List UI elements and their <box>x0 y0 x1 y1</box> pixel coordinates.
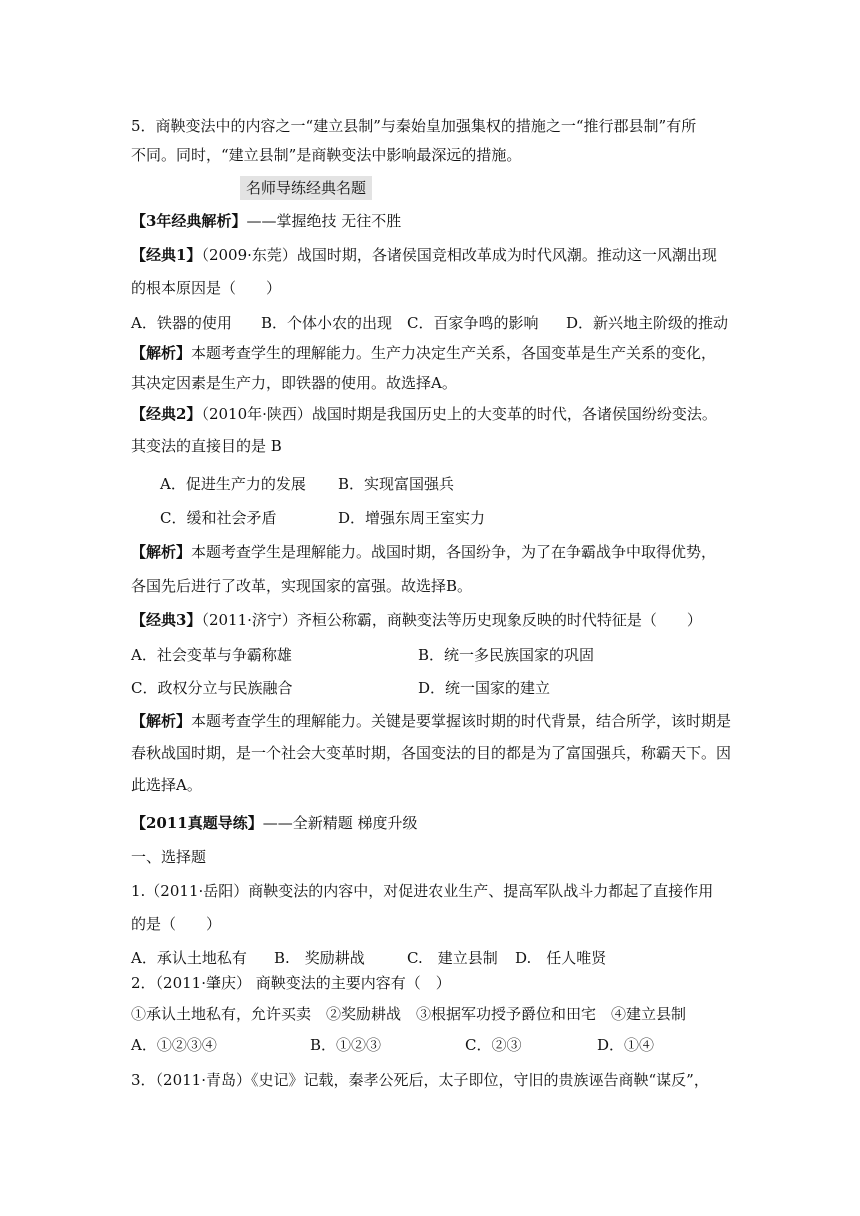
q1-line-1: 1.（2011·岳阳）商鞅变法的内容中，对促进农业生产、提高军队战斗力都起了直接作用 <box>131 882 714 900</box>
classic1-exp-line-1 <box>131 343 716 363</box>
classic3-line-1 <box>131 610 702 630</box>
classic3-exp-tag: 【解析】 <box>131 712 192 730</box>
classic3-option-b: B．统一多民族国家的巩固 <box>418 646 595 664</box>
classic2-exp-text-1: 本题考查学生是理解能力。战国时期，各国纷争，为了在争霸战争中取得优势， <box>191 543 717 561</box>
classic1-tag: 【经典1】 <box>131 246 202 264</box>
classic1-exp-line-2: 其决定因素是生产力，即铁器的使用。故选择A。 <box>131 374 457 392</box>
classic1-option-a: A．铁器的使用 <box>131 314 232 332</box>
classic2-option-a: A．促进生产力的发展 <box>160 475 306 493</box>
p5-line-1: 5．商鞅变法中的内容之一“建立县制”与秦始皇加强集权的措施之一“推行郡县制”有所 <box>131 117 697 135</box>
analysis-heading-rest: ——掌握绝技 无往不胜 <box>246 212 402 230</box>
classic3-exp-line-1 <box>131 711 731 731</box>
q1-option-c: C. 建立县制 <box>407 949 498 967</box>
classic2-option-d: D．增强东周王室实力 <box>338 509 486 527</box>
classic2-tag: 【经典2】 <box>131 405 202 423</box>
section-choice-heading: 一、选择题 <box>131 848 207 866</box>
classic1-option-c: C．百家争鸣的影响 <box>407 314 539 332</box>
q2-option-a: A．①②③④ <box>131 1036 217 1054</box>
classic2-exp-tag: 【解析】 <box>131 543 192 561</box>
q1-option-a: A．承认土地私有 <box>131 949 247 967</box>
classic2-option-c: C．缓和社会矛盾 <box>160 509 277 527</box>
classic3-exp-line-3: 此选择A。 <box>131 776 202 794</box>
classic2-exp-line-1 <box>131 542 716 562</box>
section-heading: 名师导练经典名题 <box>240 176 372 200</box>
q2-items: ①承认土地私有，允许买卖 ②奖励耕战 ③根据军功授予爵位和田宅 ④建立县制 <box>131 1005 687 1023</box>
classic2-line-2: 其变法的直接目的是 B <box>131 437 282 455</box>
classic1-exp-tag: 【解析】 <box>131 344 192 362</box>
p5-line-2: 不同。同时，“建立县制”是商鞅变法中影响最深远的措施。 <box>131 146 522 164</box>
classic2-exp-line-2: 各国先后进行了改革，实现国家的富强。故选择B。 <box>131 577 473 595</box>
q2-option-d: D．①④ <box>597 1036 655 1054</box>
q3-line-1: 3．（2011·青岛）《史记》记载，秦孝公死后，太子即位，守旧的贵族诬告商鞅“谋反”， <box>131 1071 709 1089</box>
classic1-line-1 <box>131 245 717 265</box>
drill-heading-rest: ——全新精题 梯度升级 <box>262 814 418 832</box>
q1-line-2: 的是（ ） <box>131 915 222 933</box>
classic3-exp-line-2: 春秋战国时期，是一个社会大变革时期，各国变法的目的都是为了富国强兵，称霸天下。因 <box>131 744 732 762</box>
classic2-line-1 <box>131 404 717 424</box>
q1-option-d: D. 任人唯贤 <box>515 949 607 967</box>
classic1-option-b: B．个体小农的出现 <box>261 314 393 332</box>
classic3-tag: 【经典3】 <box>131 611 202 629</box>
classic3-option-d: D．统一国家的建立 <box>418 679 551 697</box>
classic1-option-d: D．新兴地主阶级的推动 <box>566 314 729 332</box>
classic3-option-c: C．政权分立与民族融合 <box>131 679 293 697</box>
classic1-exp-text-1: 本题考查学生的理解能力。生产力决定生产关系，各国变革是生产关系的变化， <box>191 344 717 362</box>
drill-heading-tag: 【2011真题导练】 <box>131 814 263 832</box>
classic3-text-1: （2011·济宁）齐桓公称霸，商鞅变法等历史现象反映的时代特征是（ ） <box>201 611 702 629</box>
classic3-exp-text-1: 本题考查学生的理解能力。关键是要掌握该时期的时代背景，结合所学，该时期是 <box>191 712 732 730</box>
q2-option-b: B．①②③ <box>310 1036 382 1054</box>
classic3-option-a: A．社会变革与争霸称雄 <box>131 646 292 664</box>
q2-line-1: 2．（2011·肇庆） 商鞅变法的主要内容有（ ） <box>131 974 451 992</box>
analysis-heading-tag: 【3年经典解析】 <box>131 212 247 230</box>
q2-option-c: C．②③ <box>465 1036 522 1054</box>
classic2-option-b: B．实现富国强兵 <box>338 475 455 493</box>
classic1-text-1: （2009·东莞）战国时期，各诸侯国竞相改革成为时代风潮。推动这一风潮出现 <box>201 246 717 264</box>
analysis-heading <box>131 211 401 231</box>
q1-option-b: B. 奖励耕战 <box>274 949 365 967</box>
classic1-line-2: 的根本原因是（ ） <box>131 279 282 297</box>
classic2-text-1: （2010年·陕西）战国时期是我国历史上的大变革的时代，各诸侯国纷纷变法。 <box>201 405 717 423</box>
drill-heading <box>131 813 418 833</box>
